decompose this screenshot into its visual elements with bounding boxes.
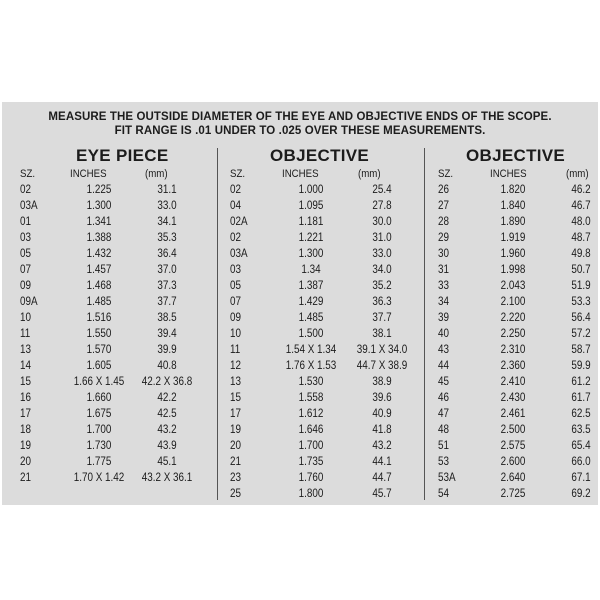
inches-cell: 1.530 (298, 376, 324, 388)
mm-cell: 39.9 (157, 344, 177, 356)
mm-cell: 33.0 (372, 248, 392, 260)
mm-cell: 37.3 (157, 280, 177, 292)
mm-cell: 53.3 (571, 296, 591, 308)
chart-header (2, 110, 598, 138)
col-header-size: SZ. (438, 168, 454, 180)
size-cell: 02A (230, 216, 248, 228)
mm-cell: 40.9 (372, 408, 392, 420)
inches-cell: 1.468 (86, 280, 112, 292)
size-cell: 02 (20, 184, 32, 196)
size-cell: 21 (20, 472, 32, 484)
size-cell: 01 (20, 216, 32, 228)
inches-cell: 1.70 X 1.42 (73, 472, 125, 484)
mm-cell: 45.1 (157, 456, 177, 468)
inches-cell: 2.043 (500, 280, 526, 292)
size-cell: 02 (230, 184, 242, 196)
size-cell: 26 (438, 184, 450, 196)
size-cell: 28 (438, 216, 450, 228)
mm-cell: 40.8 (157, 360, 177, 372)
size-cell: 23 (230, 472, 242, 484)
mm-cell: 38.1 (372, 328, 392, 340)
mm-cell: 35.3 (157, 232, 177, 244)
mm-cell: 51.9 (571, 280, 591, 292)
section-title: OBJECTIVE (466, 146, 566, 165)
inches-cell: 1.54 X 1.34 (285, 344, 337, 356)
size-cell: 13 (20, 344, 32, 356)
mm-cell: 61.7 (571, 392, 591, 404)
inches-cell: 1.000 (298, 184, 324, 196)
size-cell: 12 (230, 360, 242, 372)
size-cell: 18 (20, 424, 32, 436)
col-header-size: SZ. (230, 168, 246, 180)
inches-cell: 1.341 (86, 216, 112, 228)
inches-cell: 1.890 (500, 216, 526, 228)
size-cell: 19 (230, 424, 242, 436)
mm-cell: 37.0 (157, 264, 177, 276)
inches-cell: 2.410 (500, 376, 526, 388)
inches-cell: 1.66 X 1.45 (73, 376, 125, 388)
size-cell: 31 (438, 264, 450, 276)
inches-cell: 1.775 (86, 456, 112, 468)
col-header-mm: (mm) (358, 168, 381, 180)
mm-cell: 39.1 X 34.0 (356, 344, 408, 356)
size-cell: 03A (20, 200, 38, 212)
mm-cell: 48.0 (571, 216, 591, 228)
mm-cell: 43.2 (372, 440, 392, 452)
inches-cell: 1.387 (298, 280, 324, 292)
inches-cell: 1.960 (500, 248, 526, 260)
size-cell: 47 (438, 408, 450, 420)
inches-cell: 1.675 (86, 408, 112, 420)
size-cell: 27 (438, 200, 450, 212)
inches-cell: 1.34 (301, 264, 321, 276)
mm-cell: 33.0 (157, 200, 177, 212)
inches-cell: 2.600 (500, 456, 526, 468)
inches-cell: 2.500 (500, 424, 526, 436)
mm-cell: 43.9 (157, 440, 177, 452)
inches-cell: 1.840 (500, 200, 526, 212)
inches-cell: 2.100 (500, 296, 526, 308)
mm-cell: 38.5 (157, 312, 177, 324)
mm-cell: 42.5 (157, 408, 177, 420)
mm-cell: 36.3 (372, 296, 392, 308)
mm-cell: 59.9 (571, 360, 591, 372)
mm-cell: 49.8 (571, 248, 591, 260)
mm-cell: 58.7 (571, 344, 591, 356)
size-cell: 03 (230, 264, 242, 276)
inches-cell: 1.516 (86, 312, 112, 324)
inches-cell: 2.461 (500, 408, 526, 420)
size-cell: 11 (230, 344, 241, 356)
size-cell: 09A (20, 296, 38, 308)
header-line-1: MEASURE THE OUTSIDE DIAMETER OF THE EYE AND OBJECTIVE ENDS OF THE SCOPE. (48, 111, 552, 123)
mm-cell: 63.5 (571, 424, 591, 436)
inches-cell: 1.181 (298, 216, 324, 228)
col-header-mm: (mm) (566, 168, 589, 180)
mm-cell: 30.0 (372, 216, 392, 228)
inches-cell: 1.730 (86, 440, 112, 452)
inches-cell: 2.310 (500, 344, 526, 356)
mm-cell: 66.0 (571, 456, 591, 468)
inches-cell: 1.300 (298, 248, 324, 260)
inches-cell: 1.800 (298, 488, 324, 500)
size-cell: 53 (438, 456, 450, 468)
inches-cell: 1.500 (298, 328, 324, 340)
mm-cell: 31.0 (372, 232, 392, 244)
inches-cell: 2.575 (500, 440, 526, 452)
mm-cell: 65.4 (571, 440, 591, 452)
size-cell: 29 (438, 232, 450, 244)
mm-cell: 31.1 (157, 184, 177, 196)
size-cell: 03A (230, 248, 248, 260)
size-cell: 04 (230, 200, 242, 212)
mm-cell: 42.2 (157, 392, 177, 404)
inches-cell: 1.485 (86, 296, 112, 308)
size-cell: 46 (438, 392, 450, 404)
size-cell: 51 (438, 440, 450, 452)
mm-cell: 69.2 (571, 488, 591, 500)
mm-cell: 46.7 (571, 200, 591, 212)
size-cell: 53A (438, 472, 456, 484)
mm-cell: 36.4 (157, 248, 177, 260)
inches-cell: 1.700 (86, 424, 112, 436)
size-cell: 40 (438, 328, 450, 340)
column-divider (424, 148, 425, 500)
mm-cell: 34.1 (157, 216, 177, 228)
inches-cell: 1.735 (298, 456, 324, 468)
inches-cell: 1.700 (298, 440, 324, 452)
mm-cell: 41.8 (372, 424, 392, 436)
mm-cell: 37.7 (157, 296, 177, 308)
mm-cell: 43.2 (157, 424, 177, 436)
mm-cell: 44.7 (372, 472, 392, 484)
inches-cell: 1.570 (86, 344, 112, 356)
size-cell: 11 (20, 328, 31, 340)
inches-cell: 1.221 (298, 232, 324, 244)
size-cell: 07 (230, 296, 242, 308)
inches-cell: 2.250 (500, 328, 526, 340)
size-cell: 05 (20, 248, 32, 260)
inches-cell: 2.725 (500, 488, 526, 500)
size-cell: 21 (230, 456, 242, 468)
mm-cell: 44.7 X 38.9 (356, 360, 408, 372)
column-divider (217, 148, 218, 500)
mm-cell: 48.7 (571, 232, 591, 244)
size-cell: 05 (230, 280, 242, 292)
size-cell: 25 (230, 488, 242, 500)
inches-cell: 1.820 (500, 184, 526, 196)
header-line-2: FIT RANGE IS .01 UNDER TO .025 OVER THESE MEASUREMENTS. (114, 125, 486, 137)
mm-cell: 25.4 (372, 184, 392, 196)
inches-cell: 1.300 (86, 200, 112, 212)
inches-cell: 2.360 (500, 360, 526, 372)
size-cell: 45 (438, 376, 450, 388)
mm-cell: 43.2 X 36.1 (141, 472, 193, 484)
inches-cell: 1.429 (298, 296, 324, 308)
inches-cell: 1.095 (298, 200, 324, 212)
size-cell: 20 (230, 440, 242, 452)
inches-cell: 2.220 (500, 312, 526, 324)
mm-cell: 62.5 (571, 408, 591, 420)
size-cell: 54 (438, 488, 450, 500)
size-cell: 02 (230, 232, 242, 244)
mm-cell: 39.6 (372, 392, 392, 404)
inches-cell: 1.485 (298, 312, 324, 324)
size-cell: 34 (438, 296, 450, 308)
mm-cell: 27.8 (372, 200, 392, 212)
inches-cell: 1.550 (86, 328, 112, 340)
size-cell: 13 (230, 376, 242, 388)
mm-cell: 67.1 (571, 472, 591, 484)
inches-cell: 1.76 X 1.53 (285, 360, 337, 372)
size-cell: 15 (230, 392, 242, 404)
mm-cell: 45.7 (372, 488, 392, 500)
size-cell: 16 (20, 392, 32, 404)
size-cell: 10 (20, 312, 32, 324)
size-cell: 20 (20, 456, 32, 468)
size-cell: 48 (438, 424, 450, 436)
col-header-mm: (mm) (145, 168, 168, 180)
size-cell: 19 (20, 440, 32, 452)
inches-cell: 1.388 (86, 232, 112, 244)
size-cell: 30 (438, 248, 450, 260)
size-cell: 03 (20, 232, 32, 244)
col-header-inches: INCHES (282, 168, 319, 180)
size-cell: 10 (230, 328, 242, 340)
col-header-size: SZ. (20, 168, 36, 180)
mm-cell: 61.2 (571, 376, 591, 388)
inches-cell: 2.640 (500, 472, 526, 484)
size-cell: 07 (20, 264, 32, 276)
inches-cell: 1.760 (298, 472, 324, 484)
size-cell: 44 (438, 360, 450, 372)
mm-cell: 50.7 (571, 264, 591, 276)
inches-cell: 1.432 (86, 248, 112, 260)
inches-cell: 1.558 (298, 392, 324, 404)
mm-cell: 44.1 (372, 456, 392, 468)
size-cell: 43 (438, 344, 450, 356)
mm-cell: 46.2 (571, 184, 591, 196)
mm-cell: 57.2 (571, 328, 591, 340)
inches-cell: 1.998 (500, 264, 526, 276)
section-title: EYE PIECE (76, 146, 169, 165)
mm-cell: 37.7 (372, 312, 392, 324)
size-cell: 39 (438, 312, 450, 324)
inches-cell: 1.457 (86, 264, 112, 276)
inches-cell: 1.612 (298, 408, 324, 420)
size-cell: 17 (230, 408, 242, 420)
scope-size-chart (2, 102, 598, 505)
mm-cell: 39.4 (157, 328, 177, 340)
inches-cell: 1.225 (86, 184, 112, 196)
size-cell: 14 (20, 360, 32, 372)
inches-cell: 1.660 (86, 392, 112, 404)
size-cell: 15 (20, 376, 32, 388)
inches-cell: 1.919 (500, 232, 526, 244)
mm-cell: 42.2 X 36.8 (141, 376, 193, 388)
inches-cell: 2.430 (500, 392, 526, 404)
inches-cell: 1.605 (86, 360, 112, 372)
section-title: OBJECTIVE (270, 146, 370, 165)
col-header-inches: INCHES (70, 168, 107, 180)
size-cell: 17 (20, 408, 32, 420)
inches-cell: 1.646 (298, 424, 324, 436)
size-cell: 33 (438, 280, 450, 292)
mm-cell: 35.2 (372, 280, 392, 292)
col-header-inches: INCHES (490, 168, 527, 180)
size-cell: 09 (230, 312, 242, 324)
mm-cell: 56.4 (571, 312, 591, 324)
mm-cell: 34.0 (372, 264, 392, 276)
mm-cell: 38.9 (372, 376, 392, 388)
size-cell: 09 (20, 280, 32, 292)
